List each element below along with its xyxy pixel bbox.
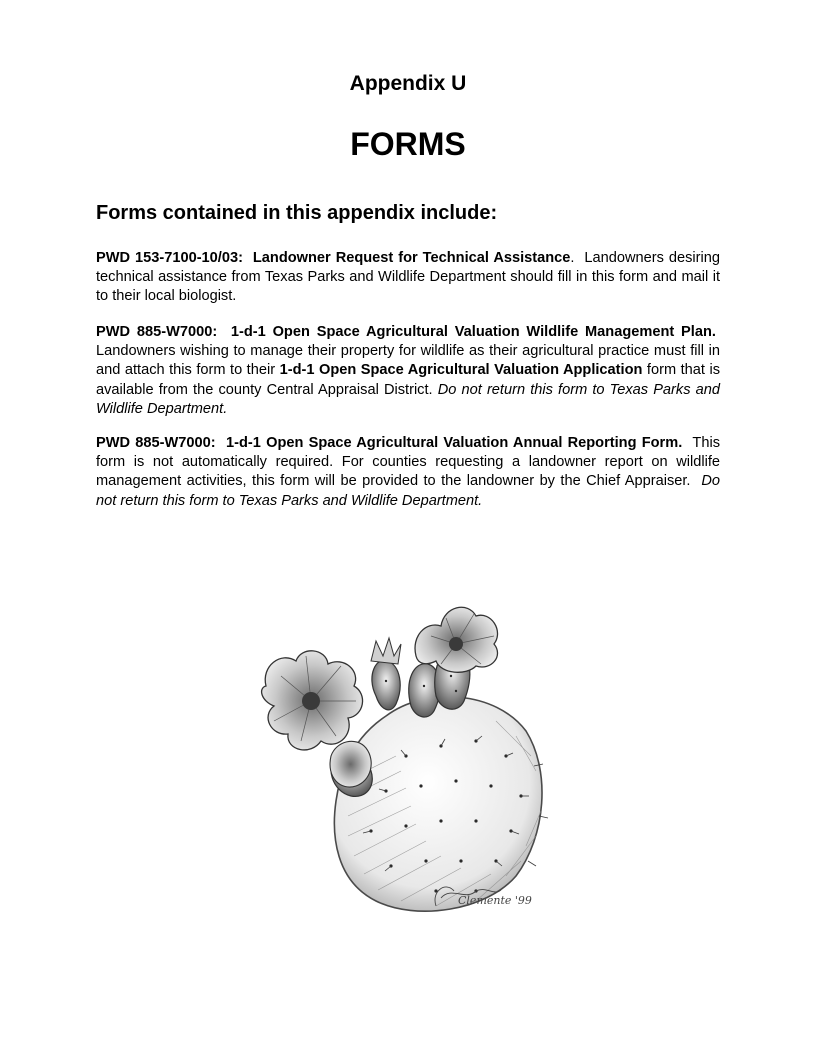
appendix-title: Appendix U (349, 72, 467, 95)
return-note: Do not return this form to Texas Parks and Wildlife Department. (96, 473, 720, 509)
form-description-continued: form that is available from the county Central Appraisal District. (96, 362, 720, 398)
form-entry-technical-assistance (96, 249, 720, 307)
form-title-suffix: . (570, 250, 575, 266)
form-title: 1-d-1 Open Space Agricultural Valuation Wildlife Management Plan. (230, 324, 716, 340)
form-title: 1-d-1 Open Space Agricultural Valuation Annual Reporting Form. (226, 435, 683, 451)
return-note: Do not return this form to Texas Parks and Wildlife Department. (96, 381, 720, 417)
form-description: This form is not automatically required. For counties requesting a landowner report on wildlife management activities, this form will be provided to the landowner by the Chief Appraiser. (96, 435, 720, 490)
form-code: PWD 885-W7000: (96, 435, 216, 451)
prickly-pear-cactus-illustration (236, 556, 566, 941)
form-description: Landowners wishing to manage their property for wildlife as their agricultural practice must fill in and attach this form to their (96, 343, 720, 379)
signature-text: Clemente '99 (458, 894, 532, 907)
section-heading: Forms contained in this appendix include: (96, 202, 498, 224)
left-flower (262, 651, 373, 797)
form-description: Landowners desiring technical assistance from Texas Parks and Wildlife Department should fill in this form and mail it to their local biologist. (96, 250, 721, 305)
cactus-pad (334, 697, 542, 911)
application-form-name: 1-d-1 Open Space Agricultural Valuation Application (279, 362, 643, 379)
form-title: Landowner Request for Technical Assistance (252, 250, 571, 266)
form-entry-wildlife-management-plan (96, 323, 720, 419)
form-code: PWD 153-7100-10/03: (96, 250, 243, 266)
forms-title: FORMS (350, 126, 466, 162)
form-entry-annual-reporting (96, 434, 720, 511)
form-code: PWD 885-W7000: (96, 324, 218, 340)
